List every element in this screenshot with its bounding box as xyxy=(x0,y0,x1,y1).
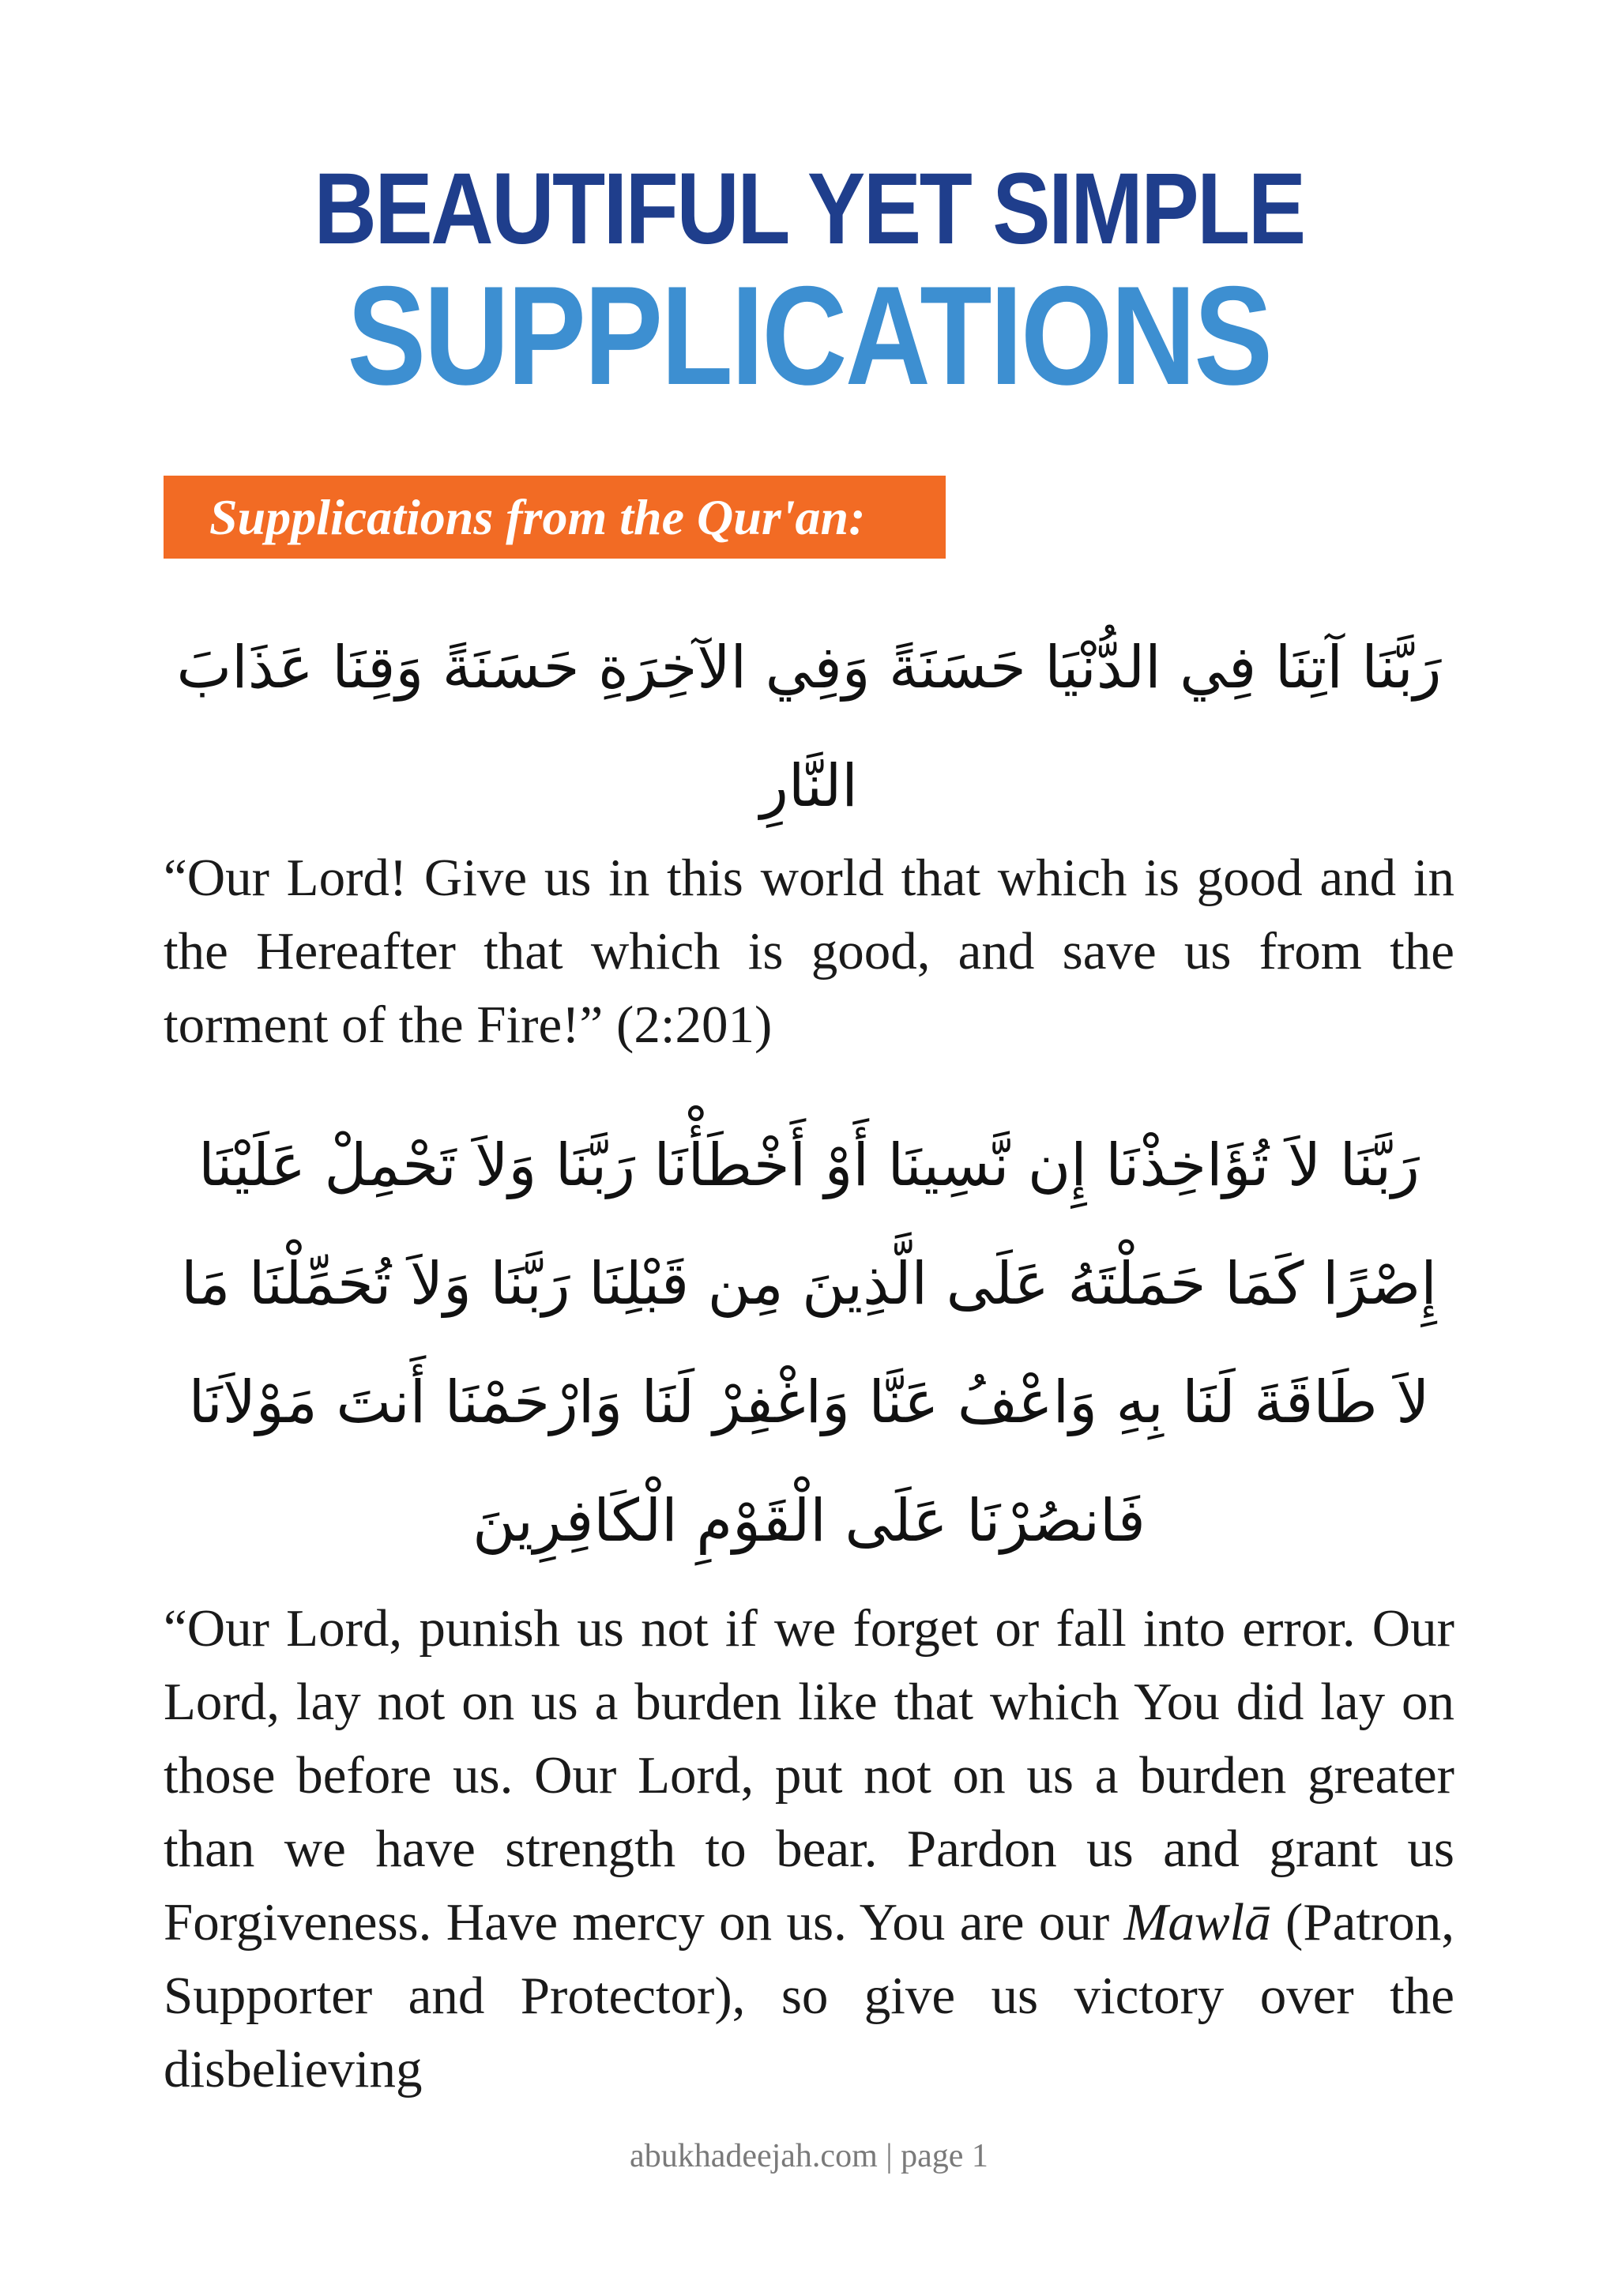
supplication-2-arabic: رَبَّنَا لاَ تُؤَاخِذْنَا إِن نَّسِينَا أَوْ أَخْطَأْنَا رَبَّنَا وَلاَ تَحْمِلْ عَلَيْنَا إِصْرًا كَمَا حَمَلْتَهُ عَلَى الَّذِينَ مِن قَبْلِنَا رَبَّنَا وَلاَ تُحَمِّلْنَا مَا لاَ طَاقَةَ لَنَا بِهِ وَاعْفُ عَنَّا وَاغْفِرْ لَنَا وَارْحَمْنَا أَنتَ مَوْلاَنَا فَانصُرْنَا عَلَى الْقَوْمِ الْكَافِرِينَ xyxy=(181,1131,1437,1555)
page-footer: abukhadeejah.com | page 1 xyxy=(630,2138,988,2174)
supplication-1-translation: “Our Lord! Give us in this world that which is good and in the Hereafter that which is good, and save us from the torment of the Fire!” (2:201) xyxy=(164,849,1454,1054)
page-title-line2: SUPPLICATIONS xyxy=(347,257,1271,414)
translation-text-start: “Our Lord, punish us not if we forget or fall into error. Our Lord, lay not on us a burden like that which You did lay on those before us. Our Lord, put not on us a burden greater than we have strength to bear. Pardon us and grant us Forgiveness. Have mercy on us. You are our xyxy=(164,1599,1454,1952)
supplication-2-translation xyxy=(164,1592,1454,2106)
translation-italic-term: Mawlā xyxy=(1123,1893,1271,1952)
section-banner xyxy=(164,476,946,559)
supplication-1-arabic: رَبَّنَا آتِنَا فِي الدُّنْيَا حَسَنَةً وَفِي الآخِرَةِ حَسَنَةً وَقِنَا عَذَابَ النَّارِ xyxy=(176,634,1442,820)
translation-text-end: (Patron, Supporter and Protector), so give us victory over the disbelieving xyxy=(164,1893,1454,2098)
title-block xyxy=(0,152,1618,414)
section-heading: Supplications from the Qur'an: xyxy=(209,489,866,545)
page-title-line1: BEAUTIFUL YET SIMPLE xyxy=(314,152,1304,265)
